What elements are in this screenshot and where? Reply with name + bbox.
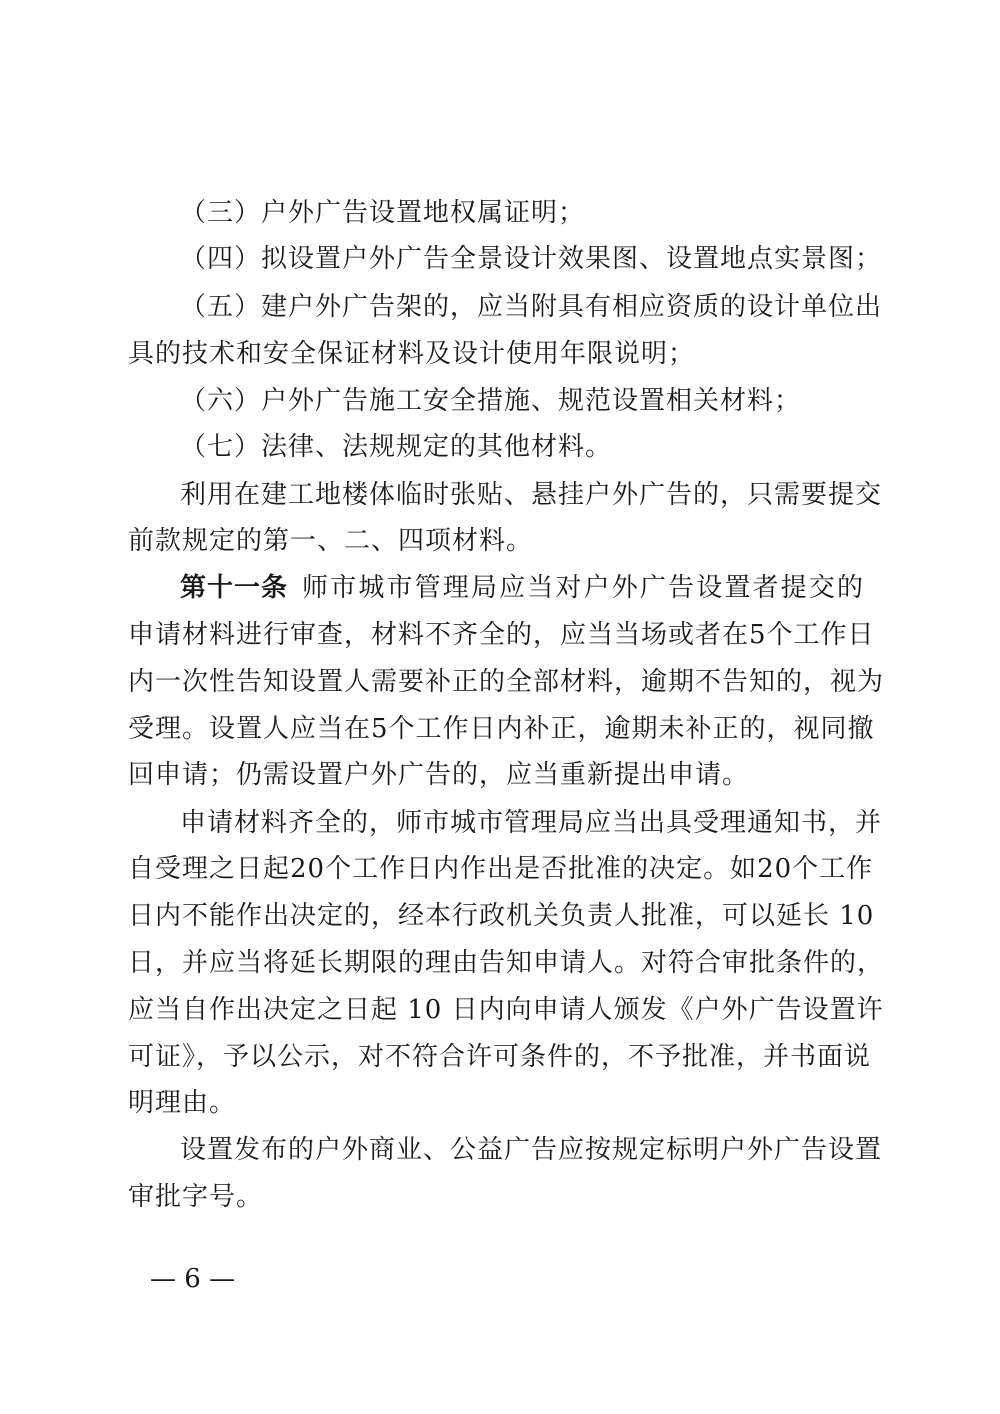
paragraph-line: 前款规定的第一、二、四项材料。 — [128, 526, 534, 556]
article-number: 第十一条 — [180, 573, 289, 603]
paragraph-line: 应当自作出决定之日起 10 日内向申请人颁发《户外广告设置许 — [128, 995, 884, 1025]
paragraph-line: 回申请；仍需设置户外广告的，应当重新提出申请。 — [128, 760, 750, 790]
paragraph-line: 受理。设置人应当在5个工作日内补正，逾期未补正的，视同撤 — [128, 714, 875, 744]
list-item-7: （七）法律、法规规定的其他材料。 — [180, 432, 613, 462]
paragraph-line: 明理由。 — [128, 1088, 237, 1118]
list-item-5-cont: 具的技术和安全保证材料及设计使用年限说明； — [128, 339, 696, 369]
list-item-5: （五）建户外广告架的，应当附具有相应资质的设计单位出 — [180, 292, 883, 322]
paragraph-line: 申请材料进行审查，材料不齐全的，应当当场或者在5个工作日 — [128, 620, 875, 650]
article-heading-line — [180, 571, 864, 605]
list-item-6: （六）户外广告施工安全措施、规范设置相关材料； — [180, 386, 802, 416]
paragraph-line: 利用在建工地楼体临时张贴、悬挂户外广告的，只需要提交 — [180, 480, 883, 510]
paragraph-line: 日内不能作出决定的，经本行政机关负责人批准，可以延长 10 — [128, 901, 875, 931]
paragraph-line: 申请材料齐全的，师市城市管理局应当出具受理通知书，并 — [180, 808, 883, 838]
paragraph-line: 自受理之日起20个工作日内作出是否批准的决定。如20个工作 — [128, 854, 874, 884]
article-text: 师市城市管理局应当对户外广告设置者提交的 — [302, 573, 864, 603]
paragraph-line: 内一次性告知设置人需要补正的全部材料，逾期不告知的，视为 — [128, 667, 885, 697]
list-item-4: （四）拟设置户外广告全景设计效果图、设置地点实景图； — [180, 244, 883, 274]
paragraph-line: 设置发布的户外商业、公益广告应按规定标明户外广告设置 — [180, 1135, 883, 1165]
paragraph-line: 可证》，予以公示，对不符合许可条件的，不予批准，并书面说 — [128, 1042, 872, 1072]
page-number: — 6 — — [150, 1264, 236, 1294]
list-item-3: （三）户外广告设置地权属证明； — [180, 198, 586, 228]
paragraph-line: 审批字号。 — [128, 1182, 264, 1212]
paragraph-line: 日，并应当将延长期限的理由告知申请人。对符合审批条件的， — [128, 948, 885, 978]
